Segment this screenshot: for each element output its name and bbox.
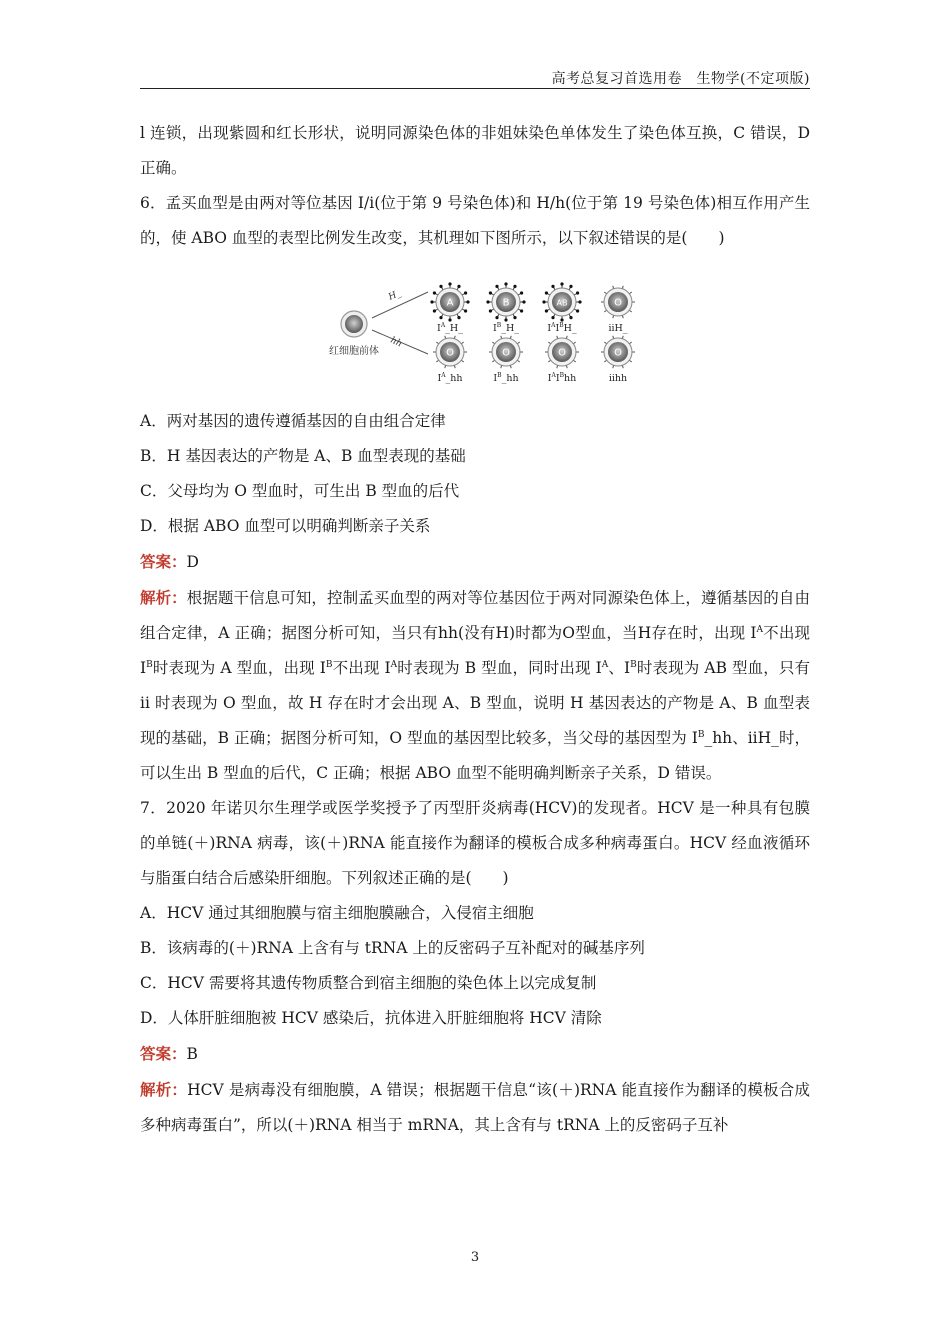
q7-answer-value: B (186, 1045, 198, 1063)
q6-option-b: B．H 基因表达的产物是 A、B 血型表现的基础 (140, 447, 466, 465)
antigen-dot (457, 285, 460, 288)
antigen-dot (513, 285, 516, 288)
top-cell-row (430, 282, 635, 334)
antigen-dot (457, 316, 460, 319)
antigen-dot (489, 291, 492, 294)
cell-genotype-label (437, 322, 463, 334)
genotype-sup: A (441, 372, 446, 379)
cell-genotype-label (547, 322, 577, 334)
question-6-stem: 6．孟买血型是由两对等位基因 I/i(位于第 9 号染色体)和 H/h(位于第 19 号染色体)相互作用产生的，使 ABO 血型的表型比例发生改变，其机理如下图所示，以下叙述错误的是( ) (140, 194, 810, 247)
cell-antigen-label: O (614, 297, 622, 309)
precursor-nucleus-icon (345, 315, 363, 333)
antigen-dot (439, 285, 442, 288)
genotype-sup: A (440, 322, 446, 329)
genotype-part: iiH_ (608, 323, 628, 334)
q6-exp-sup-2: B (146, 659, 153, 670)
q6-exp-sup-7: B (697, 729, 705, 740)
antigen-dot (439, 316, 442, 319)
cell-genotype-label (608, 323, 627, 334)
cell-antigen-label: AB (556, 298, 568, 308)
cell-genotype-label (493, 372, 518, 384)
q6-exp-sup-1: A (756, 624, 764, 635)
q6-option-c: C．父母均为 O 型血时，可生出 B 型血的后代 (140, 482, 460, 500)
genotype-part: H_ (563, 323, 577, 334)
cell-antigen-label: O (446, 347, 454, 359)
genotype-part: _hh (445, 373, 463, 384)
antigen-dot (466, 300, 469, 303)
genotype-sup: B (497, 372, 502, 379)
top-cell-3 (542, 282, 581, 334)
antigen-dot (464, 309, 467, 312)
antigen-dot (569, 316, 572, 319)
antigen-dot (504, 282, 507, 285)
q6-exp-sup-6: B (630, 659, 637, 670)
antigen-dot (495, 316, 498, 319)
q7-option-b: B．该病毒的(＋)RNA 上含有与 tRNA 上的反密码子互补配对的碱基序列 (140, 939, 645, 957)
cell-genotype-label (609, 373, 627, 384)
antigen-dot (433, 291, 436, 294)
genotype-part: I (493, 373, 498, 384)
genotype-sup: A (551, 322, 556, 329)
antigen-dot (545, 309, 548, 312)
antigen-dot (495, 285, 498, 288)
bottom-cell-4 (601, 336, 635, 384)
question-7-options (140, 896, 810, 1036)
bottom-cell-3 (545, 336, 579, 384)
genotype-part: _H_ (501, 323, 519, 334)
antigen-dot (569, 285, 572, 288)
antigen-dot (513, 316, 516, 319)
antigen-dot (551, 285, 554, 288)
blood-type-diagram (310, 274, 640, 390)
antigen-dot (560, 282, 563, 285)
page-number: 3 (470, 1250, 480, 1265)
genotype-part: I (437, 373, 442, 384)
genotype-part: iihh (608, 373, 628, 384)
q6-exp-text-8: _hh、iiH_时，可以生出 B 型血的后代，C 正确；根据 ABO 血型不能明确判断亲子关系，D 错误。 (140, 729, 810, 782)
question-7-stem: 7．2020 年诺贝尔生理学或医学奖授予了丙型肝炎病毒(HCV)的发现者。HCV 是一种具有包膜的单链(＋)RNA 病毒，该(＋)RNA 能直接作为翻译的模板合成多种病毒蛋白。HCV 经血液循环与脂蛋白结合后感染肝细胞。下列叙述正确的是( ) (140, 799, 810, 887)
genotype-sup: A (551, 372, 556, 379)
q6-exp-text-7: 时表现为 AB 型血，只有 ii 时表现为 O 型血，故 H 存在时才会出现 A、B 型血，说明 H 基因表达的产物是 A、B 血型表现的基础，B 正确；据图分析可知，O 型血的基因型比较多，当父母的基因型为 I (140, 659, 810, 747)
q6-exp-text-6: 、I (608, 659, 631, 677)
genotype-part: I (547, 373, 552, 384)
q6-exp-sup-3: B (325, 659, 333, 670)
q6-answer (140, 544, 810, 580)
q6-exp-text-3: 时表现为 A 型血，出现 I (152, 659, 326, 677)
question-6-options (140, 404, 810, 544)
genotype-part: _hh (501, 373, 519, 384)
cell-genotype-label (493, 322, 519, 334)
cell-antigen-label: O (558, 347, 566, 359)
q7-option-c: C．HCV 需要将其遗传物质整合到宿主细胞的染色体上以完成复制 (140, 974, 597, 992)
antigen-dot (448, 318, 451, 321)
genotype-part: hh (564, 373, 577, 384)
genotype-sup: B (559, 322, 564, 329)
antigen-dot (578, 300, 581, 303)
q6-explanation (140, 580, 810, 791)
bottom-cell-row (433, 336, 635, 384)
genotype-part: I (437, 323, 441, 334)
antigen-dot (433, 309, 436, 312)
bottom-cell-1 (433, 336, 467, 384)
antigen-dot (542, 300, 545, 303)
q7-answer-label: 答案： (140, 1044, 187, 1063)
q7-explanation-label: 解析： (140, 1080, 188, 1099)
intro-paragraph: l 连锁，出现紫圆和红长形状，说明同源染色体的非姐妹染色单体发生了染色体互换，C 错误，D 正确。 (140, 124, 810, 177)
antigen-dot (504, 318, 507, 321)
genotype-sup: B (496, 322, 502, 329)
antigen-dot (522, 300, 525, 303)
page-header-title: 高考总复习首选用卷 生物学(不定项版) (551, 71, 810, 87)
genotype-part: I (547, 323, 552, 334)
q7-option-d: D．人体肝脏细胞被 HCV 感染后，抗体进入肝脏细胞将 HCV 清除 (140, 1009, 602, 1027)
q6-exp-text-4: 不出现 I (332, 659, 391, 677)
antigen-dot (520, 291, 523, 294)
q6-answer-label: 答案： (140, 552, 187, 571)
q6-answer-value: D (186, 553, 199, 571)
q7-explanation (140, 1072, 810, 1143)
cell-genotype-label (437, 372, 462, 384)
antigen-dot (486, 300, 489, 303)
genotype-part: I (493, 323, 497, 334)
cell-antigen-label: O (614, 347, 622, 359)
antigen-dot (464, 291, 467, 294)
top-cell-2 (486, 282, 525, 334)
antigen-dot (551, 316, 554, 319)
branch-label-top: H_ (387, 288, 403, 303)
antigen-dot (489, 309, 492, 312)
antigen-dot (430, 300, 433, 303)
antigen-dot (545, 291, 548, 294)
precursor-label: 红细胞前体 (329, 346, 379, 357)
q7-answer (140, 1036, 810, 1072)
cell-antigen-label: A (446, 297, 454, 309)
genotype-part: I (555, 373, 560, 384)
genotype-part: I (555, 323, 560, 334)
genotype-part: _H_ (445, 323, 463, 334)
q6-exp-text-2: 不出现 I (140, 624, 810, 677)
branch-label-bottom: hh (388, 335, 404, 350)
antigen-dot (448, 282, 451, 285)
cell-antigen-label: O (502, 347, 510, 359)
header-rule (140, 88, 810, 89)
cell-genotype-label (548, 372, 577, 384)
antigen-dot (520, 309, 523, 312)
q7-explanation-text: HCV 是病毒没有细胞膜，A 错误；根据题干信息“该(＋)RNA 能直接作为翻译的模板合成多种病毒蛋白”，所以(＋)RNA 相当于 mRNA，其上含有与 tRNA 上的反密码子互补 (140, 1081, 810, 1134)
antigen-dot (576, 291, 579, 294)
q6-exp-sup-5: A (601, 659, 609, 670)
top-cell-1 (430, 282, 469, 334)
q6-explanation-label: 解析： (140, 588, 187, 607)
cell-antigen-label: B (502, 297, 510, 309)
genotype-sup: B (559, 372, 565, 379)
q6-option-d: D．根据 ABO 血型可以明确判断亲子关系 (140, 517, 431, 535)
antigen-dot (576, 309, 579, 312)
q6-exp-sup-4: A (390, 659, 398, 670)
top-cell-4 (601, 286, 635, 334)
q6-option-a: A．两对基因的遗传遵循基因的自由组合定律 (140, 412, 446, 430)
q6-exp-text-5: 时表现为 B 型血，同时出现 I (397, 659, 602, 677)
bottom-cell-2 (489, 336, 523, 384)
q6-exp-text-1: 根据题干信息可知，控制孟买血型的两对等位基因位于两对同源染色体上，遵循基因的自由组合定律，A 正确；据图分析可知，当只有hh(没有H)时都为O型血，当H存在时，出现 I (140, 589, 810, 642)
page-content (140, 116, 810, 1143)
q7-option-a: A．HCV 通过其细胞膜与宿主细胞膜融合，入侵宿主细胞 (140, 904, 534, 922)
